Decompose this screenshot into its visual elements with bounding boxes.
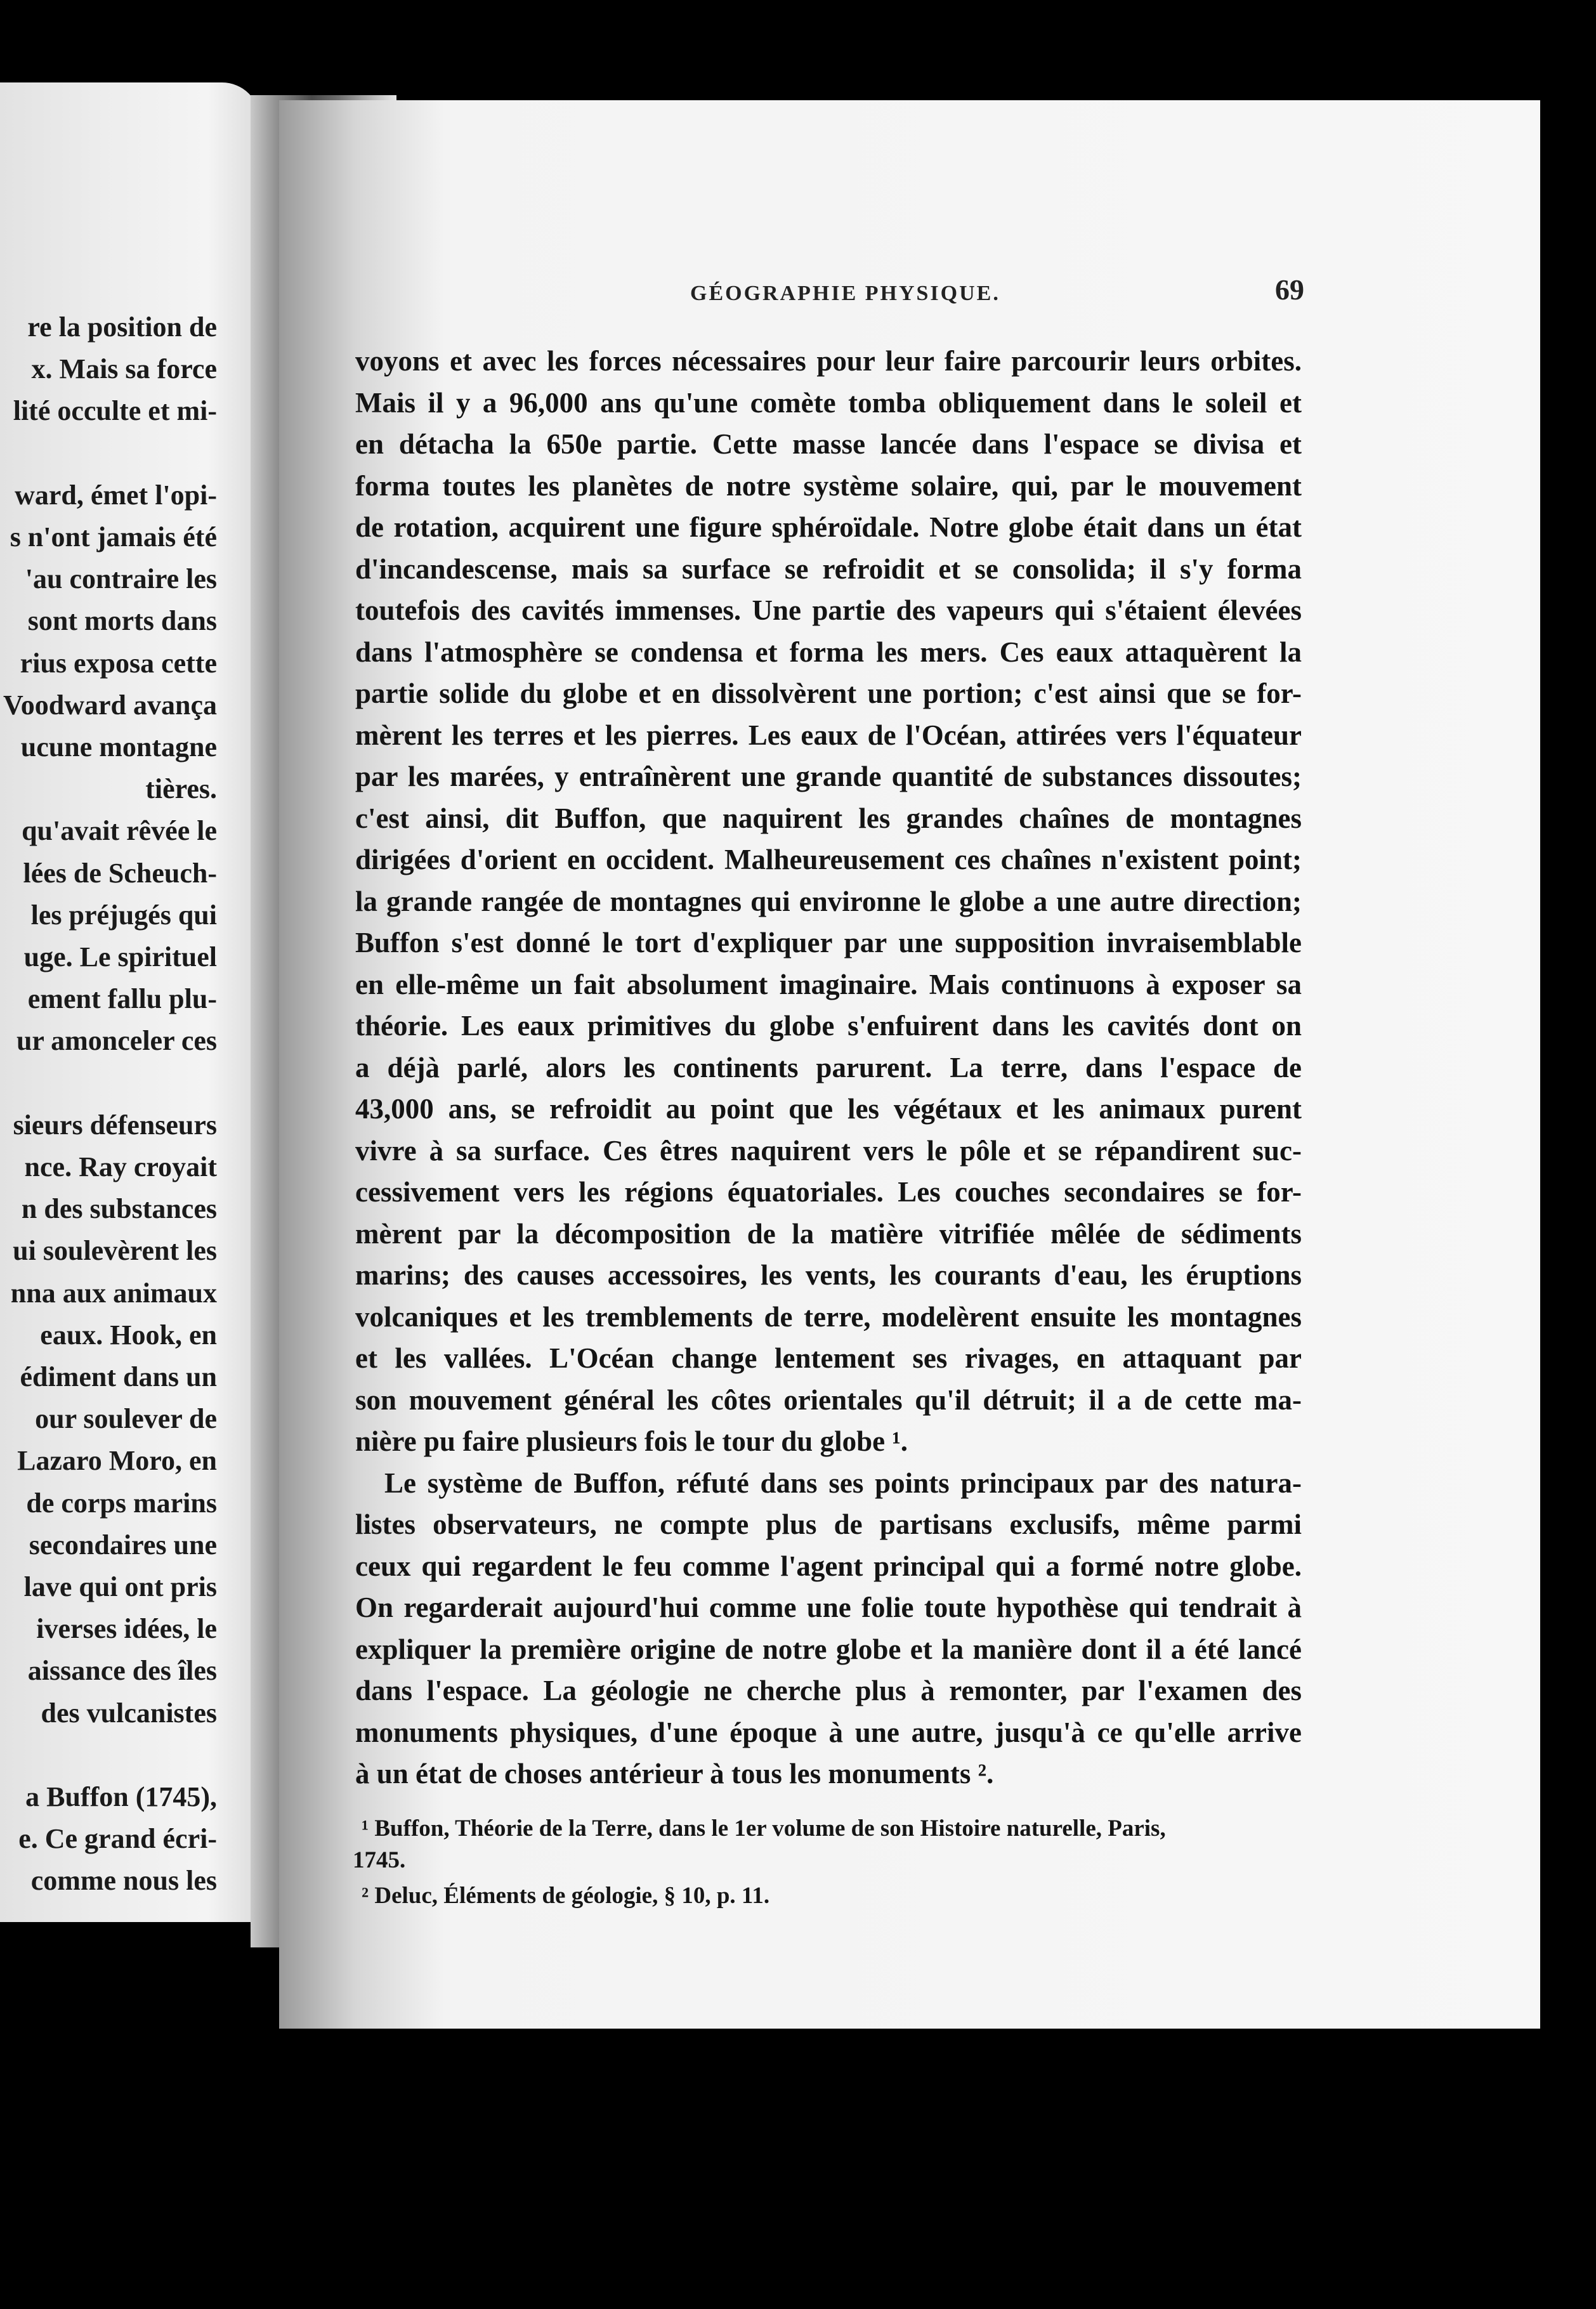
body-line: son mouvement général les côtes orientales qu'il détruit; il a de cette ma- (355, 1383, 1302, 1416)
previous-page-line: uge. Le spirituel (23, 941, 217, 972)
page-number: 69 (1275, 273, 1304, 306)
previous-page-line: lave qui ont pris (23, 1571, 217, 1602)
body-line: c'est ainsi, dit Buffon, que naquirent les grandes chaînes de montagnes (355, 802, 1302, 834)
body-line: d'incandescense, mais sa surface se refroidit et se consolida; il s'y forma (355, 553, 1302, 585)
previous-page-line: ement fallu plu- (27, 983, 217, 1015)
body-line: ceux qui regardent le feu comme l'agent principal qui a formé notre globe. (355, 1550, 1302, 1582)
previous-page-line: édiment dans un (20, 1361, 217, 1392)
previous-page-line: comme nous les (30, 1865, 217, 1897)
body-line: cessivement vers les régions équatoriales. Les couches secondaires se for- (355, 1176, 1302, 1208)
body-line: toutefois des cavités immenses. Une partie des vapeurs qui s'étaient élevées (355, 594, 1302, 626)
body-line: dirigées d'orient en occident. Malheureusement ces chaînes n'existent point; (355, 844, 1302, 875)
previous-page-line: re la position de (27, 311, 217, 343)
previous-page-line: e. Ce grand écri- (18, 1823, 217, 1855)
previous-page-line: nna aux animaux (10, 1277, 217, 1309)
body-line: a déjà parlé, alors les continents parurent. La terre, dans l'espace de (355, 1051, 1302, 1083)
previous-page-line: rius exposa cette (20, 647, 217, 679)
body-line: 43,000 ans, se refroidit au point que les végétaux et les animaux purent (355, 1093, 1302, 1125)
body-line: monuments physiques, d'une époque à une autre, jusqu'à ce qu'elle arrive (355, 1716, 1302, 1748)
body-line: en détacha la 650e partie. Cette masse lancée dans l'espace se divisa et (355, 428, 1302, 460)
previous-page-line: 'au contraire les (25, 563, 217, 595)
previous-page-line: les préjugés qui (30, 899, 217, 931)
previous-page-line: ward, émet l'opi- (15, 479, 217, 511)
previous-page-line: s n'ont jamais été (10, 521, 217, 553)
previous-page-line: Voodward avança (3, 689, 217, 721)
body-line: vivre à sa surface. Ces êtres naquirent vers le pôle et se répandirent suc- (355, 1134, 1302, 1167)
previous-page-line: sont morts dans (27, 605, 217, 637)
previous-page-line: nce. Ray croyait (24, 1151, 217, 1182)
previous-page-line: de corps marins (26, 1487, 217, 1519)
previous-page-line: tières. (145, 773, 217, 805)
previous-page-line: a Buffon (1745), (25, 1781, 217, 1812)
body-line: en elle-même un fait absolument imaginaire. Mais continuons à exposer sa (355, 968, 1302, 1000)
body-line: partie solide du globe et en dissolvèrent une portion; c'est ainsi que se for- (355, 677, 1302, 709)
previous-page-line: our soulever de (35, 1403, 217, 1435)
body-line: marins; des causes accessoires, les vents, les courants d'eau, les éruptions (355, 1259, 1302, 1291)
body-line: expliquer la première origine de notre globe et la manière dont il a été lancé (355, 1633, 1302, 1665)
body-line: nière pu faire plusieurs fois le tour du globe ¹. (355, 1425, 908, 1457)
previous-page-line: x. Mais sa force (31, 353, 217, 385)
body-line: mèrent par la décomposition de la matière vitrifiée mêlée de sédiments (355, 1217, 1302, 1250)
body-line: la grande rangée de montagnes qui environne le globe a une autre direction; (355, 885, 1302, 917)
body-line: mèrent les terres et les pierres. Les eaux de l'Océan, attirées vers l'équateur (355, 719, 1302, 751)
body-line: On regarderait aujourd'hui comme une folie toute hypothèse qui tendrait à (355, 1592, 1302, 1623)
footnote: 1745. (353, 1847, 406, 1873)
body-line: par les marées, y entraînèrent une grande quantité de substances dissoutes; (355, 761, 1302, 792)
previous-page-line: ucune montagne (20, 731, 217, 762)
body-line: Buffon s'est donné le tort d'expliquer par une supposition invraisemblable (355, 927, 1302, 958)
previous-page-line: des vulcanistes (41, 1697, 217, 1729)
previous-page-line: ur amonceler ces (16, 1025, 217, 1057)
body-line: forma toutes les planètes de notre système solaire, qui, par le mouvement (355, 469, 1302, 502)
previous-page-line: lité occulte et mi- (13, 395, 217, 427)
body-line: théorie. Les eaux primitives du globe s'enfuirent dans les cavités dont on (355, 1010, 1302, 1042)
body-line: à un état de choses antérieur à tous les monuments ². (355, 1758, 994, 1789)
previous-page-line: qu'avait rêvée le (22, 815, 217, 847)
previous-page-line: Lazaro Moro, en (17, 1445, 217, 1477)
body-line: Mais il y a 96,000 ans qu'une comète tomba obliquement dans le soleil et (355, 386, 1302, 419)
previous-page-line: n des substances (21, 1193, 217, 1225)
body-line: dans l'espace. La géologie ne cherche plus à remonter, par l'examen des (355, 1675, 1302, 1706)
previous-page-line: ui soulevèrent les (13, 1235, 217, 1267)
body-line: de rotation, acquirent une figure sphéroïdale. Notre globe était dans un état (355, 511, 1302, 543)
footnote: ¹ Buffon, Théorie de la Terre, dans le 1er volume de son Histoire naturelle, Paris, (362, 1815, 1166, 1841)
previous-page-line: eaux. Hook, en (40, 1319, 217, 1351)
body-line: Le système de Buffon, réfuté dans ses points principaux par des natura- (384, 1467, 1302, 1499)
body-line: dans l'atmosphère se condensa et forma les mers. Ces eaux attaquèrent la (355, 636, 1302, 668)
previous-page-line: lées de Scheuch- (23, 857, 217, 889)
body-line: voyons et avec les forces nécessaires pour leur faire parcourir leurs orbites. (355, 345, 1302, 377)
previous-page-line: aissance des îles (27, 1655, 217, 1687)
footnote: ² Deluc, Éléments de géologie, § 10, p. 11. (362, 1883, 770, 1909)
body-line: et les vallées. L'Océan change lentement ses rivages, en attaquant par (355, 1342, 1302, 1374)
body-line: volcaniques et les tremblements de terre, modelèrent ensuite les montagnes (355, 1300, 1302, 1333)
previous-page (0, 82, 260, 1922)
body-line: listes observateurs, ne compte plus de partisans exclusifs, même parmi (355, 1508, 1302, 1540)
previous-page-line: secondaires une (29, 1529, 217, 1560)
running-header-title: GÉOGRAPHIE PHYSIQUE. (690, 282, 1000, 305)
previous-page-line: sieurs défenseurs (13, 1109, 217, 1141)
previous-page-line: iverses idées, le (36, 1613, 217, 1645)
